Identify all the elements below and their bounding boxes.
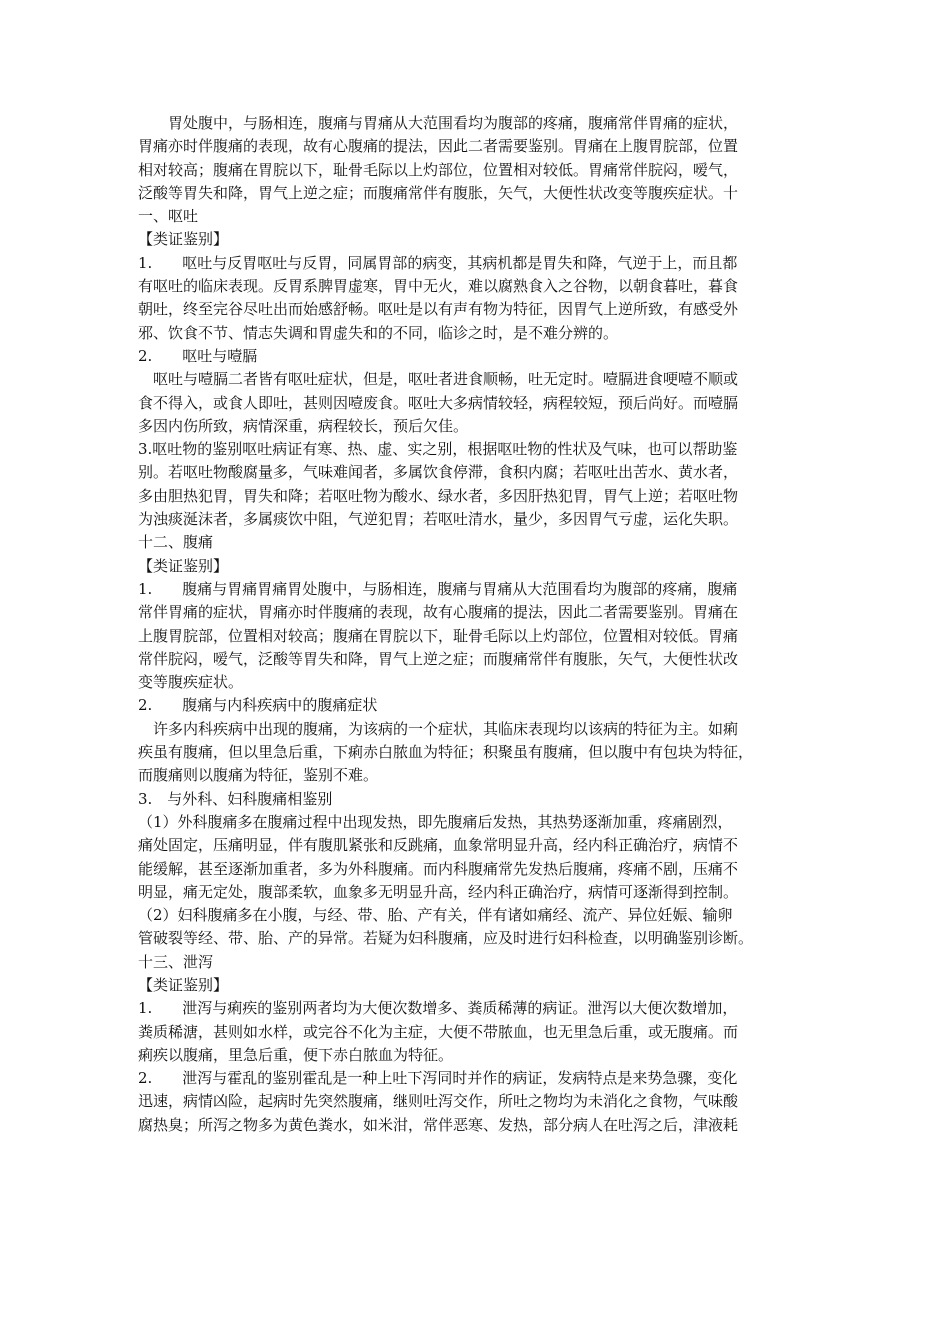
text-line: 胃痛亦时伴腹痛的表现，故有心腹痛的提法，因此二者需要鉴别。胃痛在上腹胃脘部，位置: [138, 137, 739, 156]
text-line: 朝吐，终至完谷尽吐出而始感舒畅。呕吐是以有声有物为特征，因胃气上逆所致，有感受外: [138, 300, 739, 319]
text-line: 3. 与外科、妇科腹痛相鉴别: [138, 789, 333, 808]
text-line: 上腹胃脘部，位置相对较高；腹痛在胃脘以下，耻骨毛际以上灼部位，位置相对较低。胃痛: [138, 626, 739, 645]
text-line: 粪质稀溏，甚则如水样，或完谷不化为主症，大便不带脓血，也无里急后重，或无腹痛。而: [138, 1022, 739, 1041]
text-line: 3.呕吐物的鉴别呕吐病证有寒、热、虚、实之别，根据呕吐物的性状及气味，也可以帮助鉴: [138, 440, 738, 459]
text-line: 1. 腹痛与胃痛胃痛胃处腹中，与肠相连，腹痛与胃痛从大范围看均为腹部的疼痛，腹痛: [138, 579, 738, 598]
text-line: 【类证鉴别】: [138, 230, 229, 249]
text-line: 呕吐与噎膈二者皆有呕吐症状，但是，呕吐者进食顺畅，吐无定时。噎膈进食哽噎不顺或: [138, 370, 739, 389]
text-line: 管破裂等经、带、胎、产的异常。若疑为妇科腹痛，应及时进行妇科检查，以明确鉴别诊断。: [138, 929, 754, 948]
text-line: 相对较高；腹痛在胃脘以下，耻骨毛际以上灼部位，位置相对较低。胃痛常伴脘闷，嗳气，: [138, 160, 739, 179]
text-line: 腐热臭；所泻之物多为黄色粪水，如米泔，常伴恶寒、发热，部分病人在吐泻之后，津液耗: [138, 1115, 739, 1134]
text-line: 十二、腹痛: [138, 533, 214, 552]
text-line: 常伴脘闷，嗳气，泛酸等胃失和降，胃气上逆之症；而腹痛常伴有腹胀，矢气，大便性状改: [138, 649, 739, 668]
text-line: 而腹痛则以腹痛为特征，鉴别不难。: [138, 766, 379, 785]
text-line: 2. 呕吐与噎膈: [138, 346, 258, 365]
text-line: 有呕吐的临床表现。反胃系脾胃虚寒，胃中无火，难以腐熟食入之谷物，以朝食暮吐，暮食: [138, 277, 739, 296]
text-line: 痢疾以腹痛，里急后重，便下赤白脓血为特征。: [138, 1045, 454, 1064]
text-line: 多因内伤所致，病情深重，病程较长，预后欠佳。: [138, 416, 469, 435]
document-page: [138, 112, 828, 1137]
text-line: 邪、饮食不节、情志失调和胃虚失和的不同，临诊之时，是不难分辨的。: [138, 323, 619, 342]
text-line: 疾虽有腹痛，但以里急后重，下痢赤白脓血为特征；积聚虽有腹痛，但以腹中有包块为特征，: [138, 743, 754, 762]
text-line: 迅速，病情凶险，起病时先突然腹痛，继则吐泻交作，所吐之物均为未消化之食物，气味酸: [138, 1092, 739, 1111]
text-line: 1. 呕吐与反胃呕吐与反胃，同属胃部的病变，其病机都是胃失和降，气逆于上，而且都: [138, 253, 738, 272]
text-line: 多由胆热犯胃，胃失和降；若呕吐物为酸水、绿水者，多因肝热犯胃，胃气上逆；若呕吐物: [138, 486, 739, 505]
text-line: 常伴胃痛的症状，胃痛亦时伴腹痛的表现，故有心腹痛的提法，因此二者需要鉴别。胃痛在: [138, 603, 739, 622]
text-line: 2. 泄泻与霍乱的鉴别霍乱是一种上吐下泻同时并作的病证，发病特点是来势急骤，变化: [138, 1069, 738, 1088]
text-line: 泛酸等胃失和降，胃气上逆之症；而腹痛常伴有腹胀，矢气，大便性状改变等腹疾症状。十: [138, 183, 739, 202]
text-line: 明显，痛无定处，腹部柔软，血象多无明显升高，经内科正确治疗，病情可逐渐得到控制。: [138, 882, 739, 901]
text-line: （2）妇科腹痛多在小腹，与经、带、胎、产有关，伴有诸如痛经、流产、异位妊娠、输卵: [138, 906, 733, 925]
text-line: 许多内科疾病中出现的腹痛，为该病的一个症状，其临床表现均以该病的特征为主。如痢: [138, 719, 739, 738]
text-line: 别。若呕吐物酸腐量多，气味难闻者，多属饮食停滞，食积内腐；若呕吐出苦水、黄水者，: [138, 463, 739, 482]
text-line: 胃处腹中，与肠相连，腹痛与胃痛从大范围看均为腹部的疼痛，腹痛常伴胃痛的症状，: [138, 114, 739, 132]
text-line: （1）外科腹痛多在腹痛过程中出现发热，即先腹痛后发热，其热势逐渐加重，疼痛剧烈，: [138, 812, 733, 831]
text-line: 痛处固定，压痛明显，伴有腹肌紧张和反跳痛，血象常明显升高，经内科正确治疗，病情不: [138, 836, 739, 855]
text-line: 2. 腹痛与内科疾病中的腹痛症状: [138, 696, 378, 715]
text-line: 1. 泄泻与痢疾的鉴别两者均为大便次数增多、粪质稀薄的病证。泄泻以大便次数增加，: [138, 999, 738, 1018]
text-line: 【类证鉴别】: [138, 556, 229, 575]
text-line: 能缓解，甚至逐渐加重者，多为外科腹痛。而内科腹痛常先发热后腹痛，疼痛不剧，压痛不: [138, 859, 739, 878]
text-line: 【类证鉴别】: [138, 975, 229, 994]
text-line: 变等腹疾症状。: [138, 673, 244, 692]
text-line: 食不得入，或食人即吐，甚则因噎废食。呕吐大多病情较轻，病程较短，预后尚好。而噎膈: [138, 393, 739, 412]
text-line: 十三、泄泻: [138, 952, 214, 971]
text-line: 为浊痰涎沫者，多属痰饮中阻，气逆犯胃；若呕吐清水，量少，多因胃气亏虚，运化失职。: [138, 510, 739, 529]
text-line: 一、呕吐: [138, 207, 199, 226]
